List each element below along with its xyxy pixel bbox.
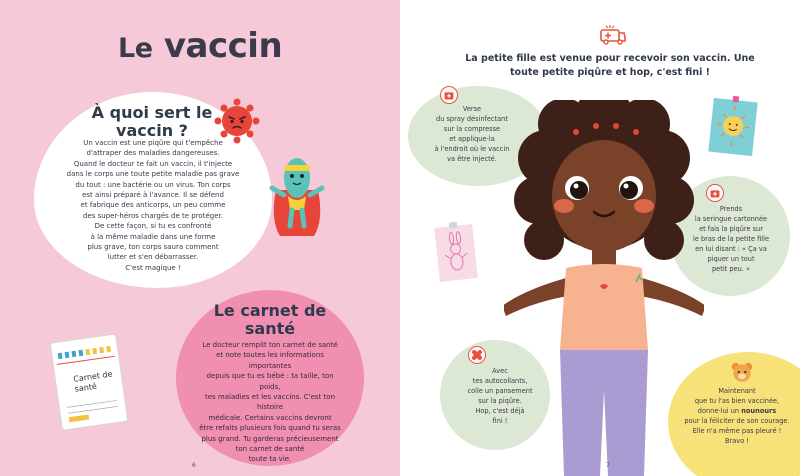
text-line: plus grave, ton corps saura comment: [87, 243, 219, 252]
right-page: [400, 0, 800, 476]
text-line: Un vaccin est une piqûre qui t'empêche: [83, 139, 223, 147]
text-line: et applique-la: [449, 135, 495, 143]
section-text-vaccine: [46, 138, 260, 273]
sun-drawing: [708, 96, 758, 158]
text-line: toute ta vie.: [248, 455, 292, 464]
text-line: la seringue cartonnée: [694, 215, 768, 223]
section-title-health-book: Le carnet de santé: [213, 301, 327, 338]
text-line: tes autocollants,: [472, 377, 528, 385]
text-line: petit peu. »: [712, 265, 750, 273]
text-line: du tout : une bactérie ou un virus. Ton corps: [75, 180, 231, 189]
text-line: ton carnet de santé: [235, 445, 305, 454]
antibody-hero-icon: [266, 150, 328, 240]
text-line: des super-héros chargés de te protéger.: [83, 211, 223, 220]
text-line: du spray désinfectant: [436, 115, 508, 123]
text-line: Maintenant: [718, 387, 756, 395]
ambulance-icon: [599, 24, 627, 46]
notebook-label: Carnet de santé: [72, 369, 113, 394]
text-line: à la même maladie dans une forme: [90, 232, 216, 241]
text-line: est ainsi préparé à l'avance. Il se défend: [82, 191, 224, 200]
section-text-health-book: [196, 340, 344, 465]
text-line: être refaits plusieurs fois quand tu seras: [199, 424, 341, 433]
text-line: colle un pansement: [467, 387, 533, 395]
text-line: en lui disant : « Ça va: [695, 245, 767, 253]
title-word: vaccin: [163, 26, 283, 66]
bunny-drawing: [434, 222, 478, 284]
text-line: d'attraper des maladies dangereuses.: [86, 149, 220, 158]
text-line: Bravo !: [725, 437, 749, 445]
text-line: Prends: [719, 205, 743, 213]
text-line: que tu l'as bien vaccinée,: [694, 397, 780, 405]
text-line: à l'endroit où le vaccin: [434, 145, 510, 153]
text-line: Avec: [492, 367, 508, 375]
text-line: Quand le docteur te fait un vaccin, il t'injecte: [73, 159, 233, 168]
teddy-bear-icon: [730, 360, 754, 384]
text-line: sur la compresse: [443, 125, 501, 133]
text-line: et fabrique des anticorps, un peu comme: [80, 201, 226, 210]
page-number: 6: [192, 462, 196, 469]
text-fragment: donne-lui un: [697, 407, 742, 415]
section-title-vaccine: À quoi sert le vaccin ?: [91, 103, 213, 140]
girl-illustration: [504, 100, 704, 476]
text-line: C'est magique !: [125, 263, 181, 272]
text-line: médicale. Certains vaccins devront: [208, 413, 332, 422]
text-line: Le docteur remplit ton carnet de santé: [202, 341, 338, 349]
text-line: fini !: [492, 417, 508, 425]
text-line: sur la piqûre.: [478, 397, 522, 405]
text-line: De cette façon, si tu es confronté: [94, 222, 212, 231]
text-line: lutter et s'en débarrasser.: [107, 253, 199, 262]
text-line: depuis que tu es bébé : ta taille, ton poids,: [206, 372, 334, 391]
virus-icon: [212, 96, 262, 146]
text-line: le bras de la petite fille: [692, 235, 770, 243]
text-line: pour la féliciter de son courage.: [684, 417, 790, 425]
text-line: plus grand. Tu garderas précieusement: [201, 434, 339, 443]
text-line: Elle n'a même pas pleuré !: [692, 427, 782, 435]
intro-text: La petite fille est venue pour recevoir son vaccin. Une toute petite piqûre et hop, c'est fini !: [465, 53, 755, 78]
text-line: et note toutes les informations importantes: [216, 351, 324, 370]
text-line: piquer un tout: [707, 255, 755, 263]
title-article: Le: [118, 33, 153, 64]
text-line: va être injecté.: [447, 155, 497, 163]
first-aid-kit-icon: [440, 86, 458, 104]
bandage-icon: [468, 346, 486, 364]
text-line: Verse: [462, 105, 482, 113]
page-title: [118, 26, 282, 66]
text-bold-word: nounours: [741, 407, 777, 415]
page-number: 7: [606, 462, 610, 469]
text-line: dans le corps une toute petite maladie pas grave: [66, 170, 240, 179]
text-line: tes maladies et les vaccins. C'est ton histoire: [204, 393, 336, 412]
text-line: et fais la piqûre sur: [699, 225, 763, 233]
first-aid-kit-icon: [706, 184, 724, 202]
text-line: Hop, c'est déjà: [475, 407, 525, 415]
